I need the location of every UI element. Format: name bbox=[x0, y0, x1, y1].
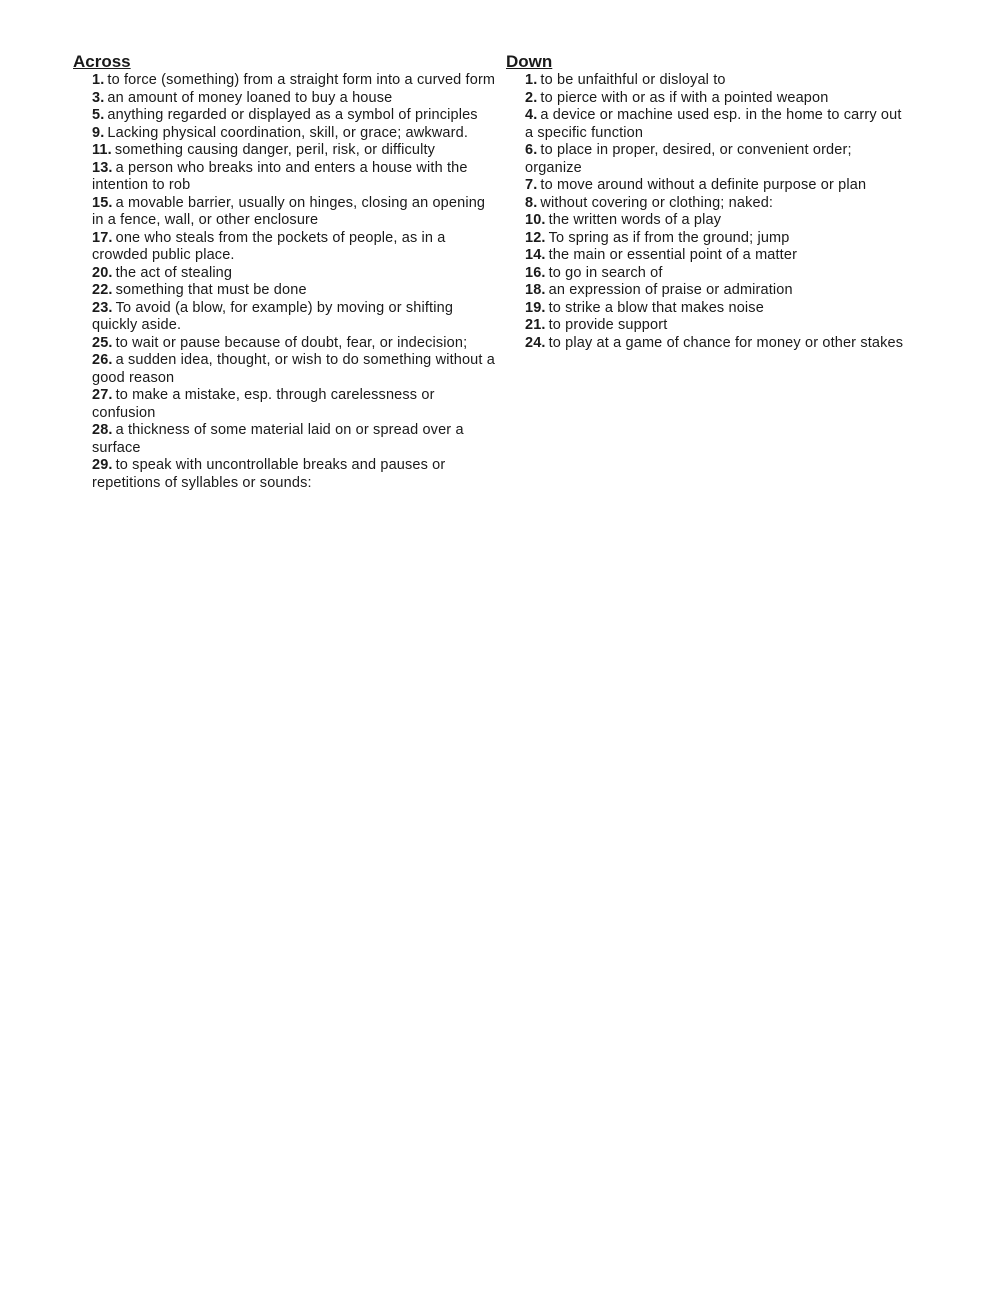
clue-text: to place in proper, desired, or convenient order; organize bbox=[525, 142, 852, 176]
down-clue bbox=[525, 212, 911, 230]
clue-number: 4. bbox=[525, 107, 538, 123]
clue-number: 17. bbox=[92, 229, 113, 246]
clue-text: without covering or clothing; naked: bbox=[540, 194, 774, 211]
clue-number: 23. bbox=[92, 299, 113, 316]
clue-text: an expression of praise or admiration bbox=[548, 282, 793, 298]
clue-number: 3. bbox=[92, 89, 105, 106]
clue-text: anything regarded or displayed as a symbol of principles bbox=[107, 107, 478, 123]
clue-number: 25. bbox=[92, 334, 113, 351]
clue-text: the main or essential point of a matter bbox=[548, 247, 798, 263]
down-clue bbox=[525, 317, 911, 335]
clue-text: To spring as if from the ground; jump bbox=[548, 229, 790, 246]
down-clue-list bbox=[506, 72, 911, 352]
clue-text: to make a mistake, esp. through carelessness or confusion bbox=[92, 387, 435, 421]
clue-number: 14. bbox=[525, 247, 546, 263]
down-clue bbox=[525, 300, 911, 318]
across-clue bbox=[92, 107, 498, 125]
across-clue-list bbox=[73, 72, 498, 492]
down-section bbox=[506, 52, 911, 352]
down-heading: Down bbox=[506, 52, 553, 71]
down-clue bbox=[525, 142, 911, 177]
down-clue bbox=[525, 247, 911, 265]
across-clue bbox=[92, 387, 498, 422]
clue-text: to provide support bbox=[548, 317, 668, 333]
across-clue bbox=[92, 125, 498, 143]
across-clue bbox=[92, 422, 498, 457]
clue-text: the act of stealing bbox=[115, 264, 233, 281]
clue-number: 5. bbox=[92, 107, 105, 123]
clue-number: 29. bbox=[92, 457, 113, 473]
down-clue bbox=[525, 230, 911, 248]
clue-text: to wait or pause because of doubt, fear, or indecision; bbox=[115, 334, 468, 351]
down-clue bbox=[525, 195, 911, 213]
across-clue bbox=[92, 300, 498, 335]
clue-number: 19. bbox=[525, 299, 546, 316]
clue-number: 22. bbox=[92, 282, 113, 298]
across-clue bbox=[92, 142, 498, 160]
clue-text: something causing danger, peril, risk, or difficulty bbox=[114, 142, 436, 158]
clue-text: a thickness of some material laid on or spread over a surface bbox=[92, 422, 464, 456]
clue-number: 2. bbox=[525, 89, 538, 106]
across-clue bbox=[92, 160, 498, 195]
clue-number: 9. bbox=[92, 124, 105, 141]
down-clue bbox=[525, 177, 911, 195]
clue-text: an amount of money loaned to buy a house bbox=[107, 89, 393, 106]
clue-text: to speak with uncontrollable breaks and pauses or repetitions of syllables or sounds: bbox=[92, 457, 446, 491]
clue-number: 28. bbox=[92, 422, 113, 438]
clue-text: To avoid (a blow, for example) by moving or shifting quickly aside. bbox=[92, 299, 454, 333]
across-clue bbox=[92, 230, 498, 265]
across-clue bbox=[92, 352, 498, 387]
down-clue bbox=[525, 335, 911, 353]
clue-number: 24. bbox=[525, 334, 546, 351]
down-clue bbox=[525, 90, 911, 108]
down-clue bbox=[525, 265, 911, 283]
clue-number: 13. bbox=[92, 159, 113, 176]
across-clue bbox=[92, 195, 498, 230]
clue-text: to strike a blow that makes noise bbox=[548, 299, 764, 316]
clue-number: 10. bbox=[525, 212, 546, 228]
clue-text: to move around without a definite purpose or plan bbox=[540, 177, 867, 193]
clue-number: 27. bbox=[92, 387, 113, 403]
clue-number: 12. bbox=[525, 229, 546, 246]
clue-text: Lacking physical coordination, skill, or grace; awkward. bbox=[107, 124, 468, 141]
clue-text: something that must be done bbox=[115, 282, 307, 298]
down-clue bbox=[525, 107, 911, 142]
clue-number: 8. bbox=[525, 194, 538, 211]
clue-number: 11. bbox=[92, 142, 112, 158]
clue-text: to play at a game of chance for money or other stakes bbox=[548, 334, 904, 351]
across-clue bbox=[92, 72, 498, 90]
clue-text: a sudden idea, thought, or wish to do something without a good reason bbox=[92, 352, 495, 386]
clue-number: 21. bbox=[525, 317, 546, 333]
clue-text: to pierce with or as if with a pointed weapon bbox=[540, 89, 829, 106]
clue-number: 16. bbox=[525, 264, 546, 281]
clue-text: a device or machine used esp. in the home to carry out a specific function bbox=[525, 107, 902, 141]
clue-text: to go in search of bbox=[548, 264, 663, 281]
across-clue bbox=[92, 335, 498, 353]
clue-number: 20. bbox=[92, 264, 113, 281]
down-clue bbox=[525, 282, 911, 300]
across-clue bbox=[92, 282, 498, 300]
across-clue bbox=[92, 457, 498, 492]
clue-text: a movable barrier, usually on hinges, closing an opening in a fence, wall, or other enclosure bbox=[92, 194, 486, 228]
clue-text: to be unfaithful or disloyal to bbox=[540, 72, 726, 88]
clue-number: 18. bbox=[525, 282, 546, 298]
clue-number: 7. bbox=[525, 177, 538, 193]
across-clue bbox=[92, 90, 498, 108]
clue-number: 26. bbox=[92, 352, 113, 368]
clue-number: 6. bbox=[525, 142, 538, 158]
clue-text: to force (something) from a straight form into a curved form bbox=[107, 72, 496, 88]
clue-number: 15. bbox=[92, 194, 113, 211]
clue-text: a person who breaks into and enters a house with the intention to rob bbox=[92, 159, 468, 193]
across-heading: Across bbox=[73, 52, 131, 71]
clue-number: 1. bbox=[525, 72, 538, 88]
across-clue bbox=[92, 265, 498, 283]
clue-text: the written words of a play bbox=[548, 212, 722, 228]
down-clue bbox=[525, 72, 911, 90]
clue-text: one who steals from the pockets of people, as in a crowded public place. bbox=[92, 229, 446, 263]
clue-number: 1. bbox=[92, 72, 105, 88]
across-section bbox=[73, 52, 498, 492]
